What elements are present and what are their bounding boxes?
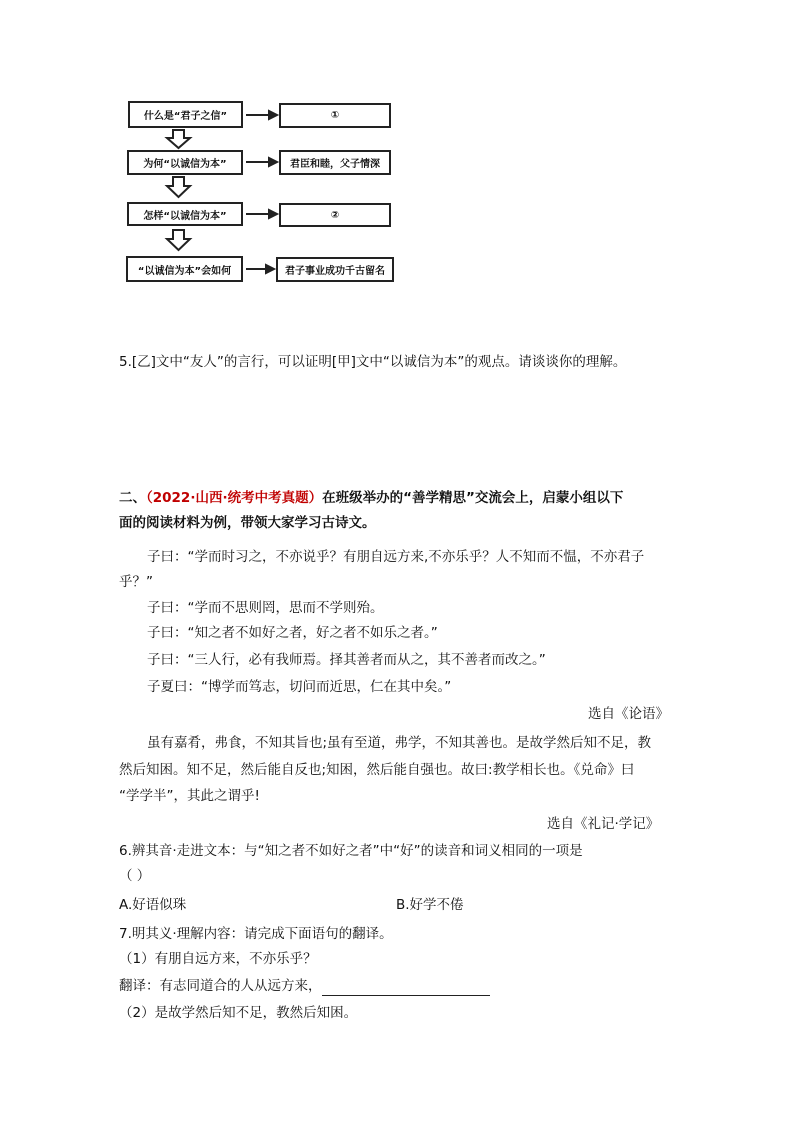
translation-label: 翻译：有志同道合的人从远方来， — [119, 978, 322, 994]
section-2-intro — [119, 488, 623, 508]
section-intro-a: 在班级举办的“善学精思”交流会上，启蒙小组以下 — [322, 490, 624, 506]
right-arrow-icon — [269, 210, 277, 218]
right-arrow-icon — [269, 158, 277, 166]
lunyu-line-1: 子曰：“学而时习之，不亦说乎？有朋自远方来,不亦乐乎？人不知而不愠，不亦君子 — [147, 549, 645, 565]
question-6-stem: 6.辨其音·走进文本：与“知之者不如好之者”中“好”的读音和词义相同的一项是 — [119, 843, 583, 859]
lunyu-line-3: 子曰：“知之者不如好之者，好之者不如乐之者。” — [147, 625, 438, 641]
exam-source: （2022·山西·统考中考真题） — [146, 490, 323, 506]
option-b: B.好学不倦 — [396, 897, 464, 913]
flow-answer-text: ① — [330, 110, 340, 121]
right-arrow-icon — [269, 111, 277, 119]
xueji-line-3: “学学半”，其此之谓乎! — [119, 788, 260, 804]
down-arrow-icon — [167, 230, 190, 250]
lunyu-line-4: 子曰：“三人行，必有我师焉。择其善者而从之，其不善者而改之。” — [147, 652, 546, 668]
flow-question-text: 为何“以诚信为本” — [143, 159, 227, 170]
flow-question-text: 什么是“君子之信” — [143, 111, 228, 122]
xueji-line-2: 然后知困。知不足，然后能自反也;知困，然后能自强也。故曰:教学相长也。《兑命》曰 — [119, 762, 635, 778]
translation-line — [119, 976, 490, 996]
flow-answer-text: 君子事业成功千古留名 — [285, 266, 385, 277]
flow-answer-text: 君臣和睦，父子情深 — [290, 159, 380, 170]
answer-paren: （ ） — [119, 868, 151, 884]
question-7-item-1: （1）有朋自远方来，不亦乐乎？ — [119, 951, 317, 967]
question-5: 5.[乙]文中“友人”的言行，可以证明[甲]文中“以诚信为本”的观点。请谈谈你的理解。 — [119, 354, 627, 370]
section-prefix: 二、 — [119, 490, 146, 506]
xueji-source: 选自《礼记·学记》 — [547, 816, 660, 832]
section-2-intro-line2: 面的阅读材料为例，带领大家学习古诗文。 — [119, 515, 376, 531]
down-arrow-icon — [167, 177, 190, 197]
down-arrow-icon — [167, 130, 190, 148]
lunyu-line-1-cont: 乎？” — [119, 574, 153, 590]
lunyu-line-5: 子夏曰：“博学而笃志，切问而近思，仁在其中矣。” — [147, 679, 452, 695]
question-7-item-2: （2）是故学然后知不足，教然后知困。 — [119, 1005, 358, 1021]
lunyu-line-2: 子曰：“学而不思则罔，思而不学则殆。 — [147, 600, 384, 616]
flow-question-text: “以诚信为本”会如何 — [137, 265, 232, 277]
xueji-line-1: 虽有嘉肴，弗食，不知其旨也;虽有至道，弗学，不知其善也。是故学然后知不足，教 — [147, 735, 652, 751]
flow-question-text: 怎样“以诚信为本” — [143, 210, 227, 222]
flow-answer-text: ② — [330, 209, 340, 221]
right-arrow-icon — [266, 265, 274, 273]
option-a: A.好语似珠 — [119, 897, 187, 913]
flowchart-arrows — [0, 0, 794, 300]
lunyu-source: 选自《论语》 — [588, 706, 669, 722]
question-7-stem: 7.明其义·理解内容：请完成下面语句的翻译。 — [119, 926, 393, 942]
answer-blank[interactable] — [322, 981, 490, 996]
